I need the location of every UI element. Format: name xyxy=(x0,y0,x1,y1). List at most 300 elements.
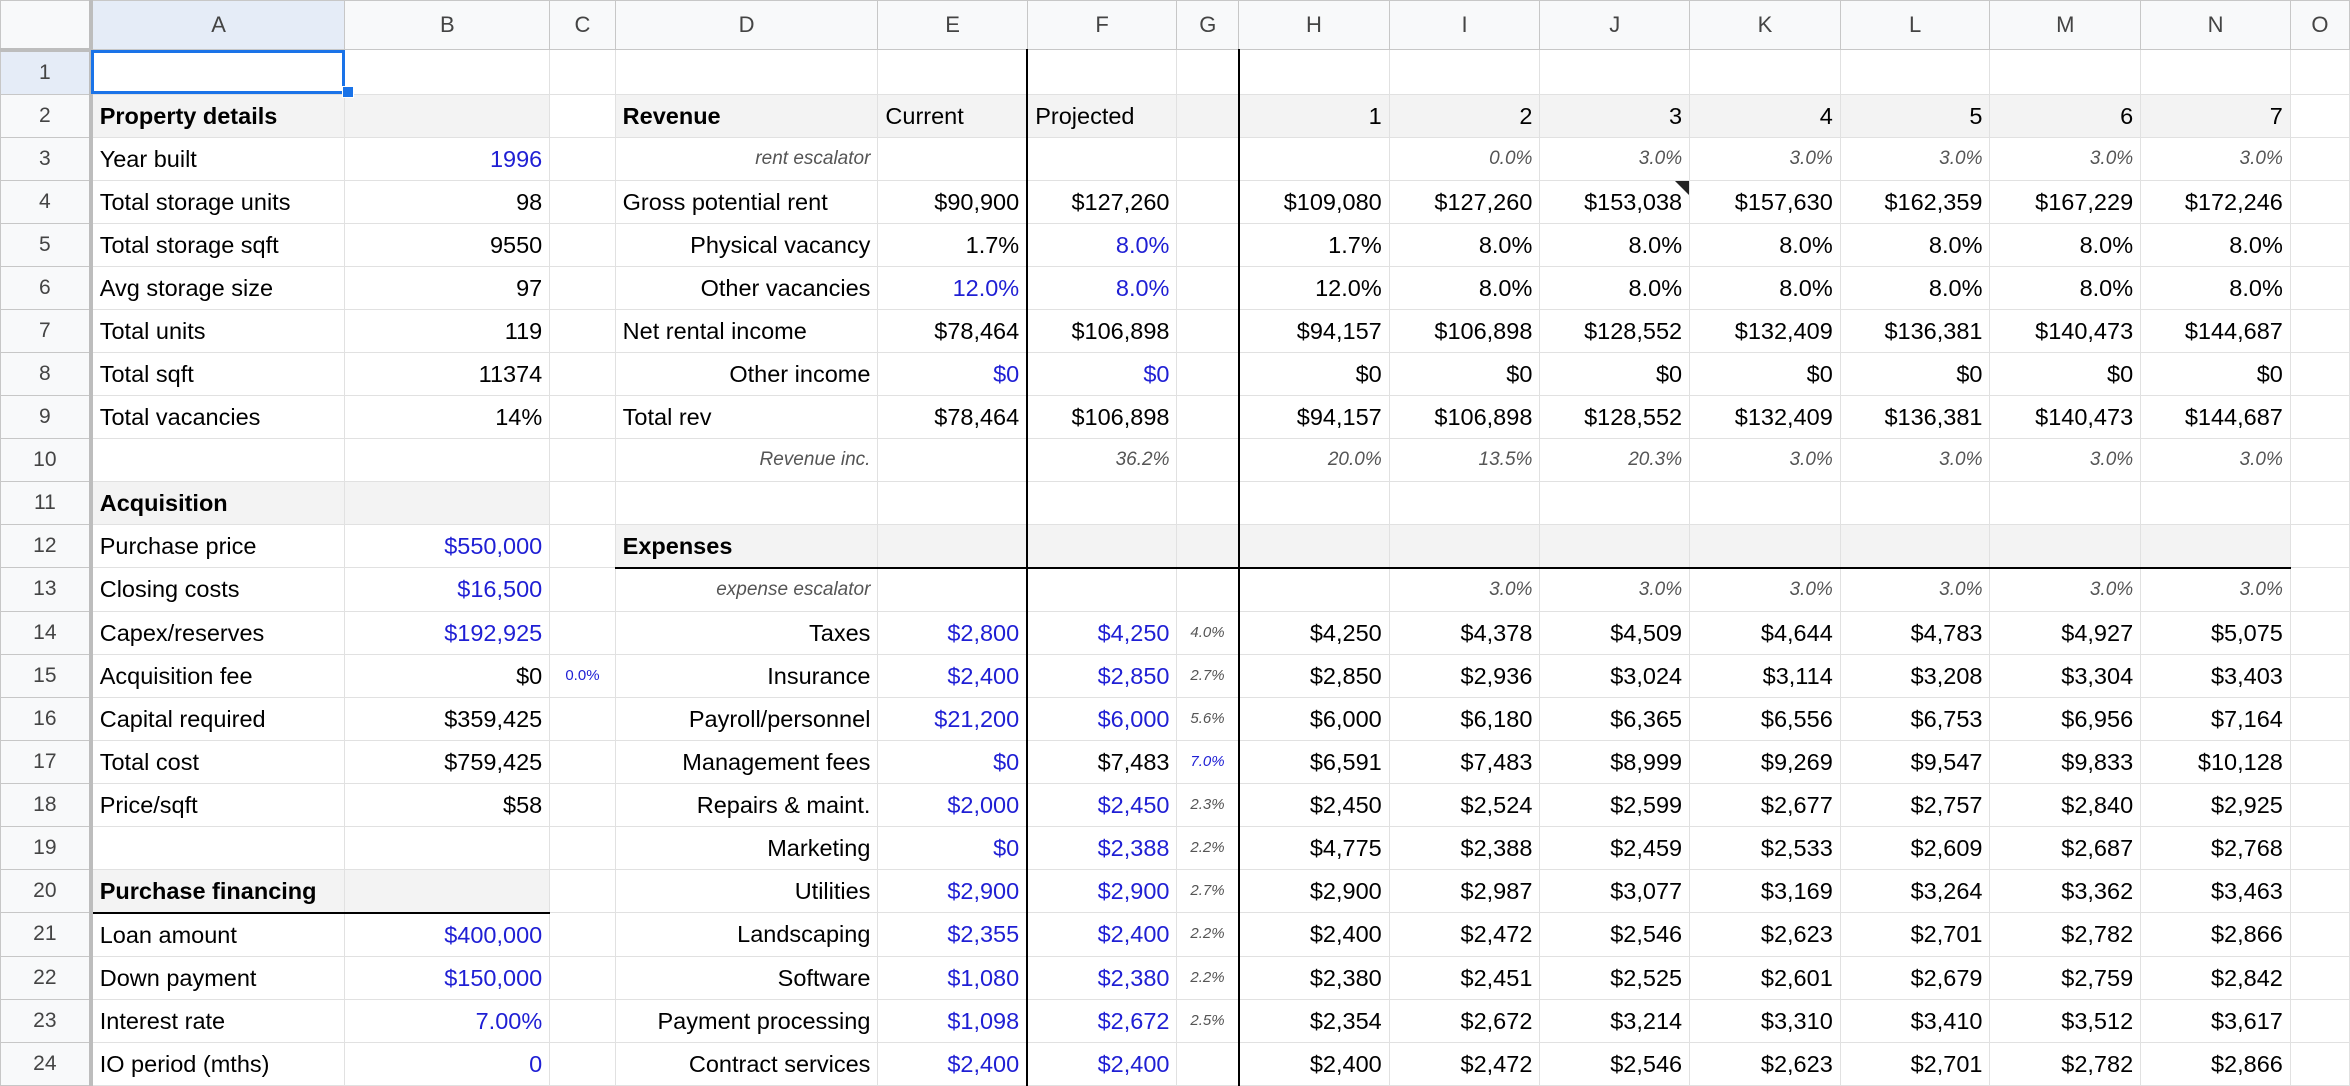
cell-h17[interactable]: $6,591 xyxy=(1239,740,1390,783)
cell-e19[interactable]: $0 xyxy=(878,826,1027,869)
cell-c1[interactable] xyxy=(550,50,615,95)
cell-a8[interactable]: Total sqft xyxy=(91,352,345,395)
column-header-o[interactable]: O xyxy=(2290,1,2349,50)
cell-f20[interactable]: $2,900 xyxy=(1027,869,1177,913)
cell-i21[interactable]: $2,472 xyxy=(1389,913,1540,957)
cell-g15[interactable]: 2.7% xyxy=(1177,654,1239,697)
cell-o17[interactable] xyxy=(2290,740,2349,783)
cell-k23[interactable]: $3,310 xyxy=(1690,999,1841,1042)
cell-d7[interactable]: Net rental income xyxy=(615,309,878,352)
cell-f21[interactable]: $2,400 xyxy=(1027,913,1177,957)
cell-c19[interactable] xyxy=(550,826,615,869)
cell-n16[interactable]: $7,164 xyxy=(2141,697,2291,740)
cell-a7[interactable]: Total units xyxy=(91,309,345,352)
cell-i18[interactable]: $2,524 xyxy=(1389,783,1540,826)
select-all-corner[interactable] xyxy=(1,1,91,50)
cell-o11[interactable] xyxy=(2290,481,2349,524)
cell-f11[interactable] xyxy=(1027,481,1177,524)
cell-j10[interactable]: 20.3% xyxy=(1540,438,1690,481)
cell-m16[interactable]: $6,956 xyxy=(1990,697,2141,740)
column-header-n[interactable]: N xyxy=(2141,1,2291,50)
cell-f5[interactable]: 8.0% xyxy=(1027,223,1177,266)
cell-o4[interactable] xyxy=(2290,180,2349,223)
row-header[interactable]: 16 xyxy=(1,697,91,740)
cell-m21[interactable]: $2,782 xyxy=(1990,913,2141,957)
cell-a24[interactable]: IO period (mths) xyxy=(91,1042,345,1085)
cell-o12[interactable] xyxy=(2290,524,2349,568)
cell-m5[interactable]: 8.0% xyxy=(1990,223,2141,266)
cell-f15[interactable]: $2,850 xyxy=(1027,654,1177,697)
cell-n17[interactable]: $10,128 xyxy=(2141,740,2291,783)
cell-k22[interactable]: $2,601 xyxy=(1690,956,1841,999)
cell-b10[interactable] xyxy=(345,438,550,481)
cell-g21[interactable]: 2.2% xyxy=(1177,913,1239,957)
cell-j6[interactable]: 8.0% xyxy=(1540,266,1690,309)
cell-f17[interactable]: $7,483 xyxy=(1027,740,1177,783)
cell-a14[interactable]: Capex/reserves xyxy=(91,611,345,654)
cell-d6[interactable]: Other vacancies xyxy=(615,266,878,309)
cell-e2[interactable]: Current xyxy=(878,94,1027,137)
cell-j1[interactable] xyxy=(1540,50,1690,95)
column-header-j[interactable]: J xyxy=(1540,1,1690,50)
cell-e20[interactable]: $2,900 xyxy=(878,869,1027,913)
cell-h1[interactable] xyxy=(1239,50,1390,95)
row-header[interactable]: 3 xyxy=(1,137,91,180)
cell-h23[interactable]: $2,354 xyxy=(1239,999,1390,1042)
cell-m14[interactable]: $4,927 xyxy=(1990,611,2141,654)
cell-c10[interactable] xyxy=(550,438,615,481)
cell-j15[interactable]: $3,024 xyxy=(1540,654,1690,697)
cell-m23[interactable]: $3,512 xyxy=(1990,999,2141,1042)
column-header-g[interactable]: G xyxy=(1177,1,1239,50)
column-header-m[interactable]: M xyxy=(1990,1,2141,50)
cell-a21[interactable]: Loan amount xyxy=(91,913,345,957)
cell-c24[interactable] xyxy=(550,1042,615,1085)
row-header[interactable]: 7 xyxy=(1,309,91,352)
cell-d17[interactable]: Management fees xyxy=(615,740,878,783)
cell-m1[interactable] xyxy=(1990,50,2141,95)
cell-o9[interactable] xyxy=(2290,395,2349,438)
column-header-f[interactable]: F xyxy=(1027,1,1177,50)
cell-k6[interactable]: 8.0% xyxy=(1690,266,1841,309)
cell-h13[interactable] xyxy=(1239,568,1390,612)
cell-c11[interactable] xyxy=(550,481,615,524)
row-header[interactable]: 13 xyxy=(1,568,91,612)
cell-i1[interactable] xyxy=(1389,50,1540,95)
cell-l9[interactable]: $136,381 xyxy=(1840,395,1990,438)
cell-k7[interactable]: $132,409 xyxy=(1690,309,1841,352)
cell-h18[interactable]: $2,450 xyxy=(1239,783,1390,826)
cell-i9[interactable]: $106,898 xyxy=(1389,395,1540,438)
cell-g18[interactable]: 2.3% xyxy=(1177,783,1239,826)
cell-b21[interactable]: $400,000 xyxy=(345,913,550,957)
cell-d9[interactable]: Total rev xyxy=(615,395,878,438)
cell-f7[interactable]: $106,898 xyxy=(1027,309,1177,352)
cell-e6[interactable]: 12.0% xyxy=(878,266,1027,309)
cell-i16[interactable]: $6,180 xyxy=(1389,697,1540,740)
cell-e12[interactable] xyxy=(878,524,1027,568)
cell-k10[interactable]: 3.0% xyxy=(1690,438,1841,481)
cell-i6[interactable]: 8.0% xyxy=(1389,266,1540,309)
cell-n5[interactable]: 8.0% xyxy=(2141,223,2291,266)
cell-h7[interactable]: $94,157 xyxy=(1239,309,1390,352)
cell-n23[interactable]: $3,617 xyxy=(2141,999,2291,1042)
cell-f3[interactable] xyxy=(1027,137,1177,180)
cell-g16[interactable]: 5.6% xyxy=(1177,697,1239,740)
cell-f1[interactable] xyxy=(1027,50,1177,95)
cell-d4[interactable]: Gross potential rent xyxy=(615,180,878,223)
cell-h24[interactable]: $2,400 xyxy=(1239,1042,1390,1085)
cell-g13[interactable] xyxy=(1177,568,1239,612)
cell-k16[interactable]: $6,556 xyxy=(1690,697,1841,740)
cell-c14[interactable] xyxy=(550,611,615,654)
cell-l12[interactable] xyxy=(1840,524,1990,568)
cell-g20[interactable]: 2.7% xyxy=(1177,869,1239,913)
cell-h14[interactable]: $4,250 xyxy=(1239,611,1390,654)
cell-o3[interactable] xyxy=(2290,137,2349,180)
cell-f2[interactable]: Projected xyxy=(1027,94,1177,137)
cell-g24[interactable] xyxy=(1177,1042,1239,1085)
cell-j7[interactable]: $128,552 xyxy=(1540,309,1690,352)
cell-l8[interactable]: $0 xyxy=(1840,352,1990,395)
cell-a17[interactable]: Total cost xyxy=(91,740,345,783)
row-header[interactable]: 12 xyxy=(1,524,91,568)
cell-i14[interactable]: $4,378 xyxy=(1389,611,1540,654)
cell-b9[interactable]: 14% xyxy=(345,395,550,438)
row-header[interactable]: 23 xyxy=(1,999,91,1042)
cell-b12[interactable]: $550,000 xyxy=(345,524,550,568)
cell-b14[interactable]: $192,925 xyxy=(345,611,550,654)
cell-i11[interactable] xyxy=(1389,481,1540,524)
cell-l19[interactable]: $2,609 xyxy=(1840,826,1990,869)
cell-g5[interactable] xyxy=(1177,223,1239,266)
cell-h15[interactable]: $2,850 xyxy=(1239,654,1390,697)
cell-m13[interactable]: 3.0% xyxy=(1990,568,2141,612)
cell-i5[interactable]: 8.0% xyxy=(1389,223,1540,266)
cell-b18[interactable]: $58 xyxy=(345,783,550,826)
cell-i19[interactable]: $2,388 xyxy=(1389,826,1540,869)
cell-f6[interactable]: 8.0% xyxy=(1027,266,1177,309)
column-header-l[interactable]: L xyxy=(1840,1,1990,50)
cell-f10[interactable]: 36.2% xyxy=(1027,438,1177,481)
cell-n6[interactable]: 8.0% xyxy=(2141,266,2291,309)
cell-a15[interactable]: Acquisition fee xyxy=(91,654,345,697)
row-header[interactable]: 14 xyxy=(1,611,91,654)
cell-o13[interactable] xyxy=(2290,568,2349,612)
cell-e15[interactable]: $2,400 xyxy=(878,654,1027,697)
cell-f22[interactable]: $2,380 xyxy=(1027,956,1177,999)
cell-o15[interactable] xyxy=(2290,654,2349,697)
cell-j13[interactable]: 3.0% xyxy=(1540,568,1690,612)
cell-k11[interactable] xyxy=(1690,481,1841,524)
cell-m12[interactable] xyxy=(1990,524,2141,568)
cell-j17[interactable]: $8,999 xyxy=(1540,740,1690,783)
cell-j23[interactable]: $3,214 xyxy=(1540,999,1690,1042)
selection-fill-handle[interactable] xyxy=(342,86,354,98)
cell-c13[interactable] xyxy=(550,568,615,612)
cell-k24[interactable]: $2,623 xyxy=(1690,1042,1841,1085)
cell-b6[interactable]: 97 xyxy=(345,266,550,309)
cell-l13[interactable]: 3.0% xyxy=(1840,568,1990,612)
cell-l10[interactable]: 3.0% xyxy=(1840,438,1990,481)
row-header[interactable]: 11 xyxy=(1,481,91,524)
cell-o10[interactable] xyxy=(2290,438,2349,481)
cell-a2[interactable]: Property details xyxy=(91,94,345,137)
cell-n24[interactable]: $2,866 xyxy=(2141,1042,2291,1085)
cell-g9[interactable] xyxy=(1177,395,1239,438)
cell-e3[interactable] xyxy=(878,137,1027,180)
cell-a5[interactable]: Total storage sqft xyxy=(91,223,345,266)
cell-l2[interactable]: 5 xyxy=(1840,94,1990,137)
cell-h19[interactable]: $4,775 xyxy=(1239,826,1390,869)
cell-m9[interactable]: $140,473 xyxy=(1990,395,2141,438)
cell-c23[interactable] xyxy=(550,999,615,1042)
cell-h3[interactable] xyxy=(1239,137,1390,180)
cell-g10[interactable] xyxy=(1177,438,1239,481)
row-header[interactable]: 9 xyxy=(1,395,91,438)
cell-h20[interactable]: $2,900 xyxy=(1239,869,1390,913)
cell-a19[interactable] xyxy=(91,826,345,869)
cell-g23[interactable]: 2.5% xyxy=(1177,999,1239,1042)
cell-d14[interactable]: Taxes xyxy=(615,611,878,654)
cell-c12[interactable] xyxy=(550,524,615,568)
cell-j8[interactable]: $0 xyxy=(1540,352,1690,395)
cell-h11[interactable] xyxy=(1239,481,1390,524)
cell-c20[interactable] xyxy=(550,869,615,913)
cell-f14[interactable]: $4,250 xyxy=(1027,611,1177,654)
cell-l24[interactable]: $2,701 xyxy=(1840,1042,1990,1085)
cell-a1[interactable] xyxy=(91,50,345,95)
cell-n10[interactable]: 3.0% xyxy=(2141,438,2291,481)
cell-i10[interactable]: 13.5% xyxy=(1389,438,1540,481)
cell-o1[interactable] xyxy=(2290,50,2349,95)
cell-d10[interactable]: Revenue inc. xyxy=(615,438,878,481)
cell-i2[interactable]: 2 xyxy=(1389,94,1540,137)
cell-n12[interactable] xyxy=(2141,524,2291,568)
cell-k19[interactable]: $2,533 xyxy=(1690,826,1841,869)
cell-e23[interactable]: $1,098 xyxy=(878,999,1027,1042)
cell-d22[interactable]: Software xyxy=(615,956,878,999)
cell-o23[interactable] xyxy=(2290,999,2349,1042)
cell-b15[interactable]: $0 xyxy=(345,654,550,697)
cell-e17[interactable]: $0 xyxy=(878,740,1027,783)
cell-d15[interactable]: Insurance xyxy=(615,654,878,697)
cell-j5[interactable]: 8.0% xyxy=(1540,223,1690,266)
cell-d3[interactable]: rent escalator xyxy=(615,137,878,180)
row-header[interactable]: 10 xyxy=(1,438,91,481)
row-header[interactable]: 24 xyxy=(1,1042,91,1085)
cell-j21[interactable]: $2,546 xyxy=(1540,913,1690,957)
row-header[interactable]: 22 xyxy=(1,956,91,999)
column-header-h[interactable]: H xyxy=(1239,1,1390,50)
cell-k3[interactable]: 3.0% xyxy=(1690,137,1841,180)
cell-c8[interactable] xyxy=(550,352,615,395)
cell-i7[interactable]: $106,898 xyxy=(1389,309,1540,352)
cell-a10[interactable] xyxy=(91,438,345,481)
cell-m3[interactable]: 3.0% xyxy=(1990,137,2141,180)
cell-i4[interactable]: $127,260 xyxy=(1389,180,1540,223)
cell-e11[interactable] xyxy=(878,481,1027,524)
cell-j16[interactable]: $6,365 xyxy=(1540,697,1690,740)
cell-i23[interactable]: $2,672 xyxy=(1389,999,1540,1042)
cell-j2[interactable]: 3 xyxy=(1540,94,1690,137)
cell-k15[interactable]: $3,114 xyxy=(1690,654,1841,697)
column-header-a[interactable]: A xyxy=(91,1,345,50)
cell-e5[interactable]: 1.7% xyxy=(878,223,1027,266)
cell-o24[interactable] xyxy=(2290,1042,2349,1085)
cell-h2[interactable]: 1 xyxy=(1239,94,1390,137)
cell-c22[interactable] xyxy=(550,956,615,999)
cell-h8[interactable]: $0 xyxy=(1239,352,1390,395)
cell-h4[interactable]: $109,080 xyxy=(1239,180,1390,223)
cell-n14[interactable]: $5,075 xyxy=(2141,611,2291,654)
cell-k12[interactable] xyxy=(1690,524,1841,568)
cell-a16[interactable]: Capital required xyxy=(91,697,345,740)
cell-b24[interactable]: 0 xyxy=(345,1042,550,1085)
cell-n13[interactable]: 3.0% xyxy=(2141,568,2291,612)
row-header[interactable]: 2 xyxy=(1,94,91,137)
row-header[interactable]: 21 xyxy=(1,913,91,957)
cell-e7[interactable]: $78,464 xyxy=(878,309,1027,352)
row-header[interactable]: 15 xyxy=(1,654,91,697)
cell-k13[interactable]: 3.0% xyxy=(1690,568,1841,612)
cell-b11[interactable] xyxy=(345,481,550,524)
cell-g2[interactable] xyxy=(1177,94,1239,137)
row-header[interactable]: 17 xyxy=(1,740,91,783)
cell-g1[interactable] xyxy=(1177,50,1239,95)
cell-m8[interactable]: $0 xyxy=(1990,352,2141,395)
row-header[interactable]: 6 xyxy=(1,266,91,309)
cell-j4[interactable]: $153,038 xyxy=(1540,180,1690,223)
cell-g6[interactable] xyxy=(1177,266,1239,309)
cell-l20[interactable]: $3,264 xyxy=(1840,869,1990,913)
cell-m22[interactable]: $2,759 xyxy=(1990,956,2141,999)
cell-f13[interactable] xyxy=(1027,568,1177,612)
cell-f24[interactable]: $2,400 xyxy=(1027,1042,1177,1085)
cell-d20[interactable]: Utilities xyxy=(615,869,878,913)
row-header[interactable]: 5 xyxy=(1,223,91,266)
cell-m17[interactable]: $9,833 xyxy=(1990,740,2141,783)
cell-f4[interactable]: $127,260 xyxy=(1027,180,1177,223)
cell-b7[interactable]: 119 xyxy=(345,309,550,352)
cell-n19[interactable]: $2,768 xyxy=(2141,826,2291,869)
cell-e9[interactable]: $78,464 xyxy=(878,395,1027,438)
cell-g12[interactable] xyxy=(1177,524,1239,568)
cell-n20[interactable]: $3,463 xyxy=(2141,869,2291,913)
cell-g19[interactable]: 2.2% xyxy=(1177,826,1239,869)
cell-f23[interactable]: $2,672 xyxy=(1027,999,1177,1042)
cell-a23[interactable]: Interest rate xyxy=(91,999,345,1042)
cell-l5[interactable]: 8.0% xyxy=(1840,223,1990,266)
cell-m7[interactable]: $140,473 xyxy=(1990,309,2141,352)
cell-n4[interactable]: $172,246 xyxy=(2141,180,2291,223)
cell-j20[interactable]: $3,077 xyxy=(1540,869,1690,913)
cell-n8[interactable]: $0 xyxy=(2141,352,2291,395)
cell-l6[interactable]: 8.0% xyxy=(1840,266,1990,309)
cell-c16[interactable] xyxy=(550,697,615,740)
cell-l18[interactable]: $2,757 xyxy=(1840,783,1990,826)
cell-g14[interactable]: 4.0% xyxy=(1177,611,1239,654)
column-header-c[interactable]: C xyxy=(550,1,615,50)
cell-a4[interactable]: Total storage units xyxy=(91,180,345,223)
cell-a20[interactable]: Purchase financing xyxy=(91,869,345,913)
cell-c2[interactable] xyxy=(550,94,615,137)
cell-b23[interactable]: 7.00% xyxy=(345,999,550,1042)
cell-k9[interactable]: $132,409 xyxy=(1690,395,1841,438)
cell-j9[interactable]: $128,552 xyxy=(1540,395,1690,438)
cell-b2[interactable] xyxy=(345,94,550,137)
cell-l1[interactable] xyxy=(1840,50,1990,95)
cell-f9[interactable]: $106,898 xyxy=(1027,395,1177,438)
cell-n22[interactable]: $2,842 xyxy=(2141,956,2291,999)
cell-e8[interactable]: $0 xyxy=(878,352,1027,395)
cell-k2[interactable]: 4 xyxy=(1690,94,1841,137)
cell-a18[interactable]: Price/sqft xyxy=(91,783,345,826)
cell-e21[interactable]: $2,355 xyxy=(878,913,1027,957)
cell-j18[interactable]: $2,599 xyxy=(1540,783,1690,826)
cell-d1[interactable] xyxy=(615,50,878,95)
cell-m4[interactable]: $167,229 xyxy=(1990,180,2141,223)
cell-g22[interactable]: 2.2% xyxy=(1177,956,1239,999)
cell-a11[interactable]: Acquisition xyxy=(91,481,345,524)
cell-b8[interactable]: 11374 xyxy=(345,352,550,395)
cell-i3[interactable]: 0.0% xyxy=(1389,137,1540,180)
cell-l15[interactable]: $3,208 xyxy=(1840,654,1990,697)
cell-h5[interactable]: 1.7% xyxy=(1239,223,1390,266)
cell-l11[interactable] xyxy=(1840,481,1990,524)
cell-c7[interactable] xyxy=(550,309,615,352)
cell-l14[interactable]: $4,783 xyxy=(1840,611,1990,654)
cell-d2[interactable]: Revenue xyxy=(615,94,878,137)
cell-c3[interactable] xyxy=(550,137,615,180)
cell-j11[interactable] xyxy=(1540,481,1690,524)
column-header-e[interactable]: E xyxy=(878,1,1027,50)
cell-n18[interactable]: $2,925 xyxy=(2141,783,2291,826)
cell-m18[interactable]: $2,840 xyxy=(1990,783,2141,826)
cell-b13[interactable]: $16,500 xyxy=(345,568,550,612)
cell-b22[interactable]: $150,000 xyxy=(345,956,550,999)
cell-n3[interactable]: 3.0% xyxy=(2141,137,2291,180)
cell-o21[interactable] xyxy=(2290,913,2349,957)
cell-k4[interactable]: $157,630 xyxy=(1690,180,1841,223)
cell-m15[interactable]: $3,304 xyxy=(1990,654,2141,697)
cell-c18[interactable] xyxy=(550,783,615,826)
cell-o14[interactable] xyxy=(2290,611,2349,654)
cell-m19[interactable]: $2,687 xyxy=(1990,826,2141,869)
column-header-k[interactable]: K xyxy=(1690,1,1841,50)
cell-j12[interactable] xyxy=(1540,524,1690,568)
cell-o5[interactable] xyxy=(2290,223,2349,266)
cell-m2[interactable]: 6 xyxy=(1990,94,2141,137)
cell-d21[interactable]: Landscaping xyxy=(615,913,878,957)
cell-k18[interactable]: $2,677 xyxy=(1690,783,1841,826)
cell-j3[interactable]: 3.0% xyxy=(1540,137,1690,180)
cell-o2[interactable] xyxy=(2290,94,2349,137)
cell-m10[interactable]: 3.0% xyxy=(1990,438,2141,481)
cell-h6[interactable]: 12.0% xyxy=(1239,266,1390,309)
cell-f18[interactable]: $2,450 xyxy=(1027,783,1177,826)
cell-k1[interactable] xyxy=(1690,50,1841,95)
cell-e10[interactable] xyxy=(878,438,1027,481)
column-header-b[interactable]: B xyxy=(345,1,550,50)
cell-h12[interactable] xyxy=(1239,524,1390,568)
cell-i12[interactable] xyxy=(1389,524,1540,568)
cell-i24[interactable]: $2,472 xyxy=(1389,1042,1540,1085)
cell-j19[interactable]: $2,459 xyxy=(1540,826,1690,869)
cell-c5[interactable] xyxy=(550,223,615,266)
cell-a6[interactable]: Avg storage size xyxy=(91,266,345,309)
cell-b1[interactable] xyxy=(345,50,550,95)
